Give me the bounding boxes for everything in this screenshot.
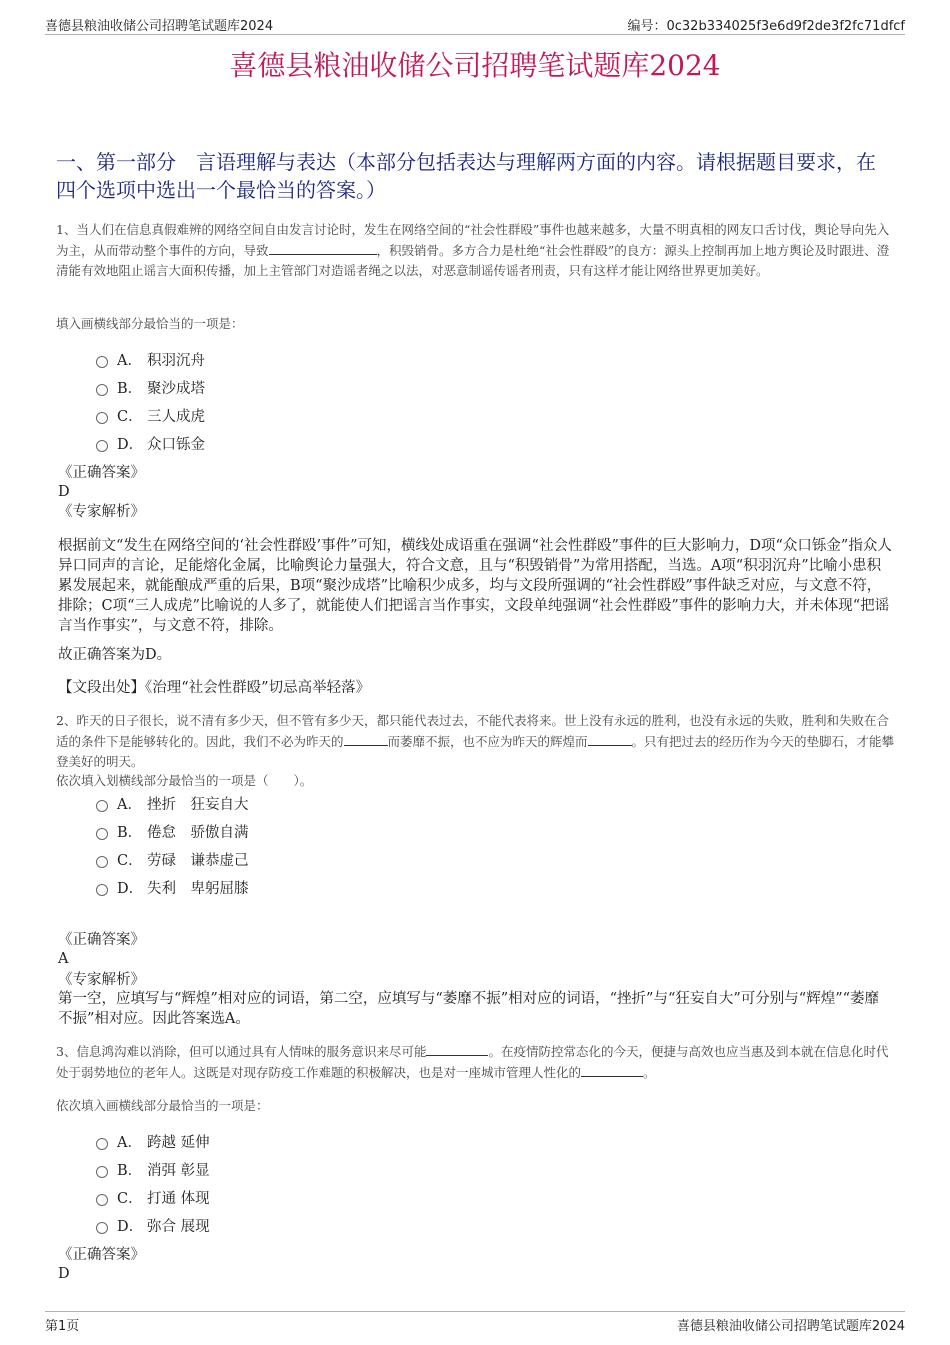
fill-blank [426,1042,488,1056]
header-divider [45,34,905,35]
q2-option-b[interactable]: B． 倦怠 骄傲自满 [96,820,249,842]
question-1-prompt: 填入画横线部分最恰当的一项是： [56,316,244,331]
q1-conclusion: 故正确答案为D。 [58,647,172,663]
question-2-prompt: 依次填入划横线部分最恰当的一项是（ ）。 [56,773,313,788]
radio-icon[interactable] [96,828,108,840]
q1-option-b[interactable]: B． 聚沙成塔 [96,376,205,398]
radio-icon[interactable] [96,1194,108,1206]
q1-option-c[interactable]: C． 三人成虎 [96,404,205,426]
radio-icon[interactable] [96,356,108,368]
fill-blank [269,241,377,255]
q2-analysis-label: 《专家解析》 [58,972,145,988]
q2-option-c[interactable]: C． 劳碌 谦恭虚己 [96,848,249,870]
question-3-stem: 3、信息鸿沟难以消除，但可以通过具有人情味的服务意识来尽可能 。在疫情防控常态化的今天，便捷与高效也应当惠及到本就在信息化时代处于弱势地位的老年人。这既是对现存防疫工作难题的积极解决，也是对一座城市管理人性化的 。 [56,1044,889,1080]
radio-icon[interactable] [96,884,108,896]
radio-icon[interactable] [96,856,108,868]
footer-divider [45,1311,905,1312]
q1-answer: D [58,484,70,500]
q3-answer-label: 《正确答案》 [58,1247,145,1263]
q3-answer: D [58,1266,70,1282]
q1-source: 【文段出处】《治理“社会性群殴”切忌高举轻落》 [58,680,371,696]
q3-option-d[interactable]: D． 弥合 展现 [96,1214,210,1236]
q3-option-a[interactable]: A． 跨越 延伸 [96,1130,210,1152]
q2-analysis: 第一空，应填写与“辉煌”相对应的词语，第二空，应填写与“萎靡不振”相对应的词语，“挫折”与“狂妄自大”可分别与“辉煌”“萎靡不振”相对应。因此答案选A。 [58,991,880,1027]
fill-blank [581,1063,643,1077]
section-heading: 一、第一部分 言语理解与表达（本部分包括表达与理解两方面的内容。请根据题目要求，在四个选项中选出一个最恰当的答案。） [56,150,876,202]
q3-option-b[interactable]: B． 消弭 彰显 [96,1158,210,1180]
radio-icon[interactable] [96,1222,108,1234]
q2-option-d[interactable]: D． 失利 卑躬屈膝 [96,876,249,898]
footer-doc-title: 喜德县粮油收储公司招聘笔试题库2024 [676,1319,905,1334]
q2-answer-label: 《正确答案》 [58,932,145,948]
page-title: 喜德县粮油收储公司招聘笔试题库2024 [229,49,721,82]
question-1-stem: 1、当人们在信息真假难辨的网络空间自由发言讨论时，发生在网络空间的“社会性群殴”事件也越来越多，大量不明真相的网友口舌讨伐，舆论导向先入为主，从而带动整个事件的方向，导致 ，积毁销骨。多方合力是杜绝“社会性群殴”的良方：源头上控制再加上地方舆论及时跟进、澄清能有效地阻止谣言大面积传播，加上主管部门对造谣者绳之以法，对恶意制谣传谣者刑责，只有这样才能让网络世界更加美好。 [56,222,890,278]
header-doc-id: 编号：0c32b334025f3e6d9f2de3f2fc71dfcf [627,19,905,34]
q2-option-a[interactable]: A． 挫折 狂妄自大 [96,792,249,814]
radio-icon[interactable] [96,1138,108,1150]
q3-option-c[interactable]: C． 打通 体现 [96,1186,210,1208]
q1-analysis: 根据前文“发生在网络空间的‘社会性群殴’事件”可知，横线处成语重在强调“社会性群殴”事件的巨大影响力，D项“众口铄金”指众人异口同声的言论，足能熔化金属，比喻舆论力量强大，符合文意，且与“积毁销骨”为常用搭配，当选。A项“积羽沉舟”比喻小患积累发展起来，就能酿成严重的后果，B项“聚沙成塔”比喻积少成多，均与文段所强调的“社会性群殴”事件缺乏对应，与文意不符，排除；C项“三人成虎”比喻说的人多了，就能使人们把谣言当作事实，文段单纯强调“社会性群殴”事件的影响力大，并未体现“把谣言当作事实”，与文意不符，排除。 [58,538,892,634]
q1-option-d[interactable]: D． 众口铄金 [96,432,205,454]
radio-icon[interactable] [96,440,108,452]
radio-icon[interactable] [96,412,108,424]
radio-icon[interactable] [96,384,108,396]
question-2-stem: 2、昨天的日子很长，说不清有多少天，但不管有多少天，都只能代表过去，不能代表将来。世上没有永远的胜利，也没有永远的失败，胜利和失败在合适的条件下是能够转化的。因此，我们不必为昨天的 而萎靡不振，也不应为昨天的辉煌而 。只有把过去的经历作为今天的垫脚石，才能攀登美好的明天。 [56,713,895,769]
footer-page-number: 第1页 [45,1319,80,1334]
question-3-prompt: 依次填入画横线部分最恰当的一项是： [56,1098,269,1113]
fill-blank [588,732,632,746]
radio-icon[interactable] [96,1166,108,1178]
fill-blank [344,732,388,746]
header-doc-title: 喜德县粮油收储公司招聘笔试题库2024 [45,19,274,34]
radio-icon[interactable] [96,800,108,812]
q2-answer: A [58,951,69,967]
q1-answer-label: 《正确答案》 [58,465,145,481]
q1-option-a[interactable]: A． 积羽沉舟 [96,348,205,370]
q1-analysis-label: 《专家解析》 [58,504,145,520]
